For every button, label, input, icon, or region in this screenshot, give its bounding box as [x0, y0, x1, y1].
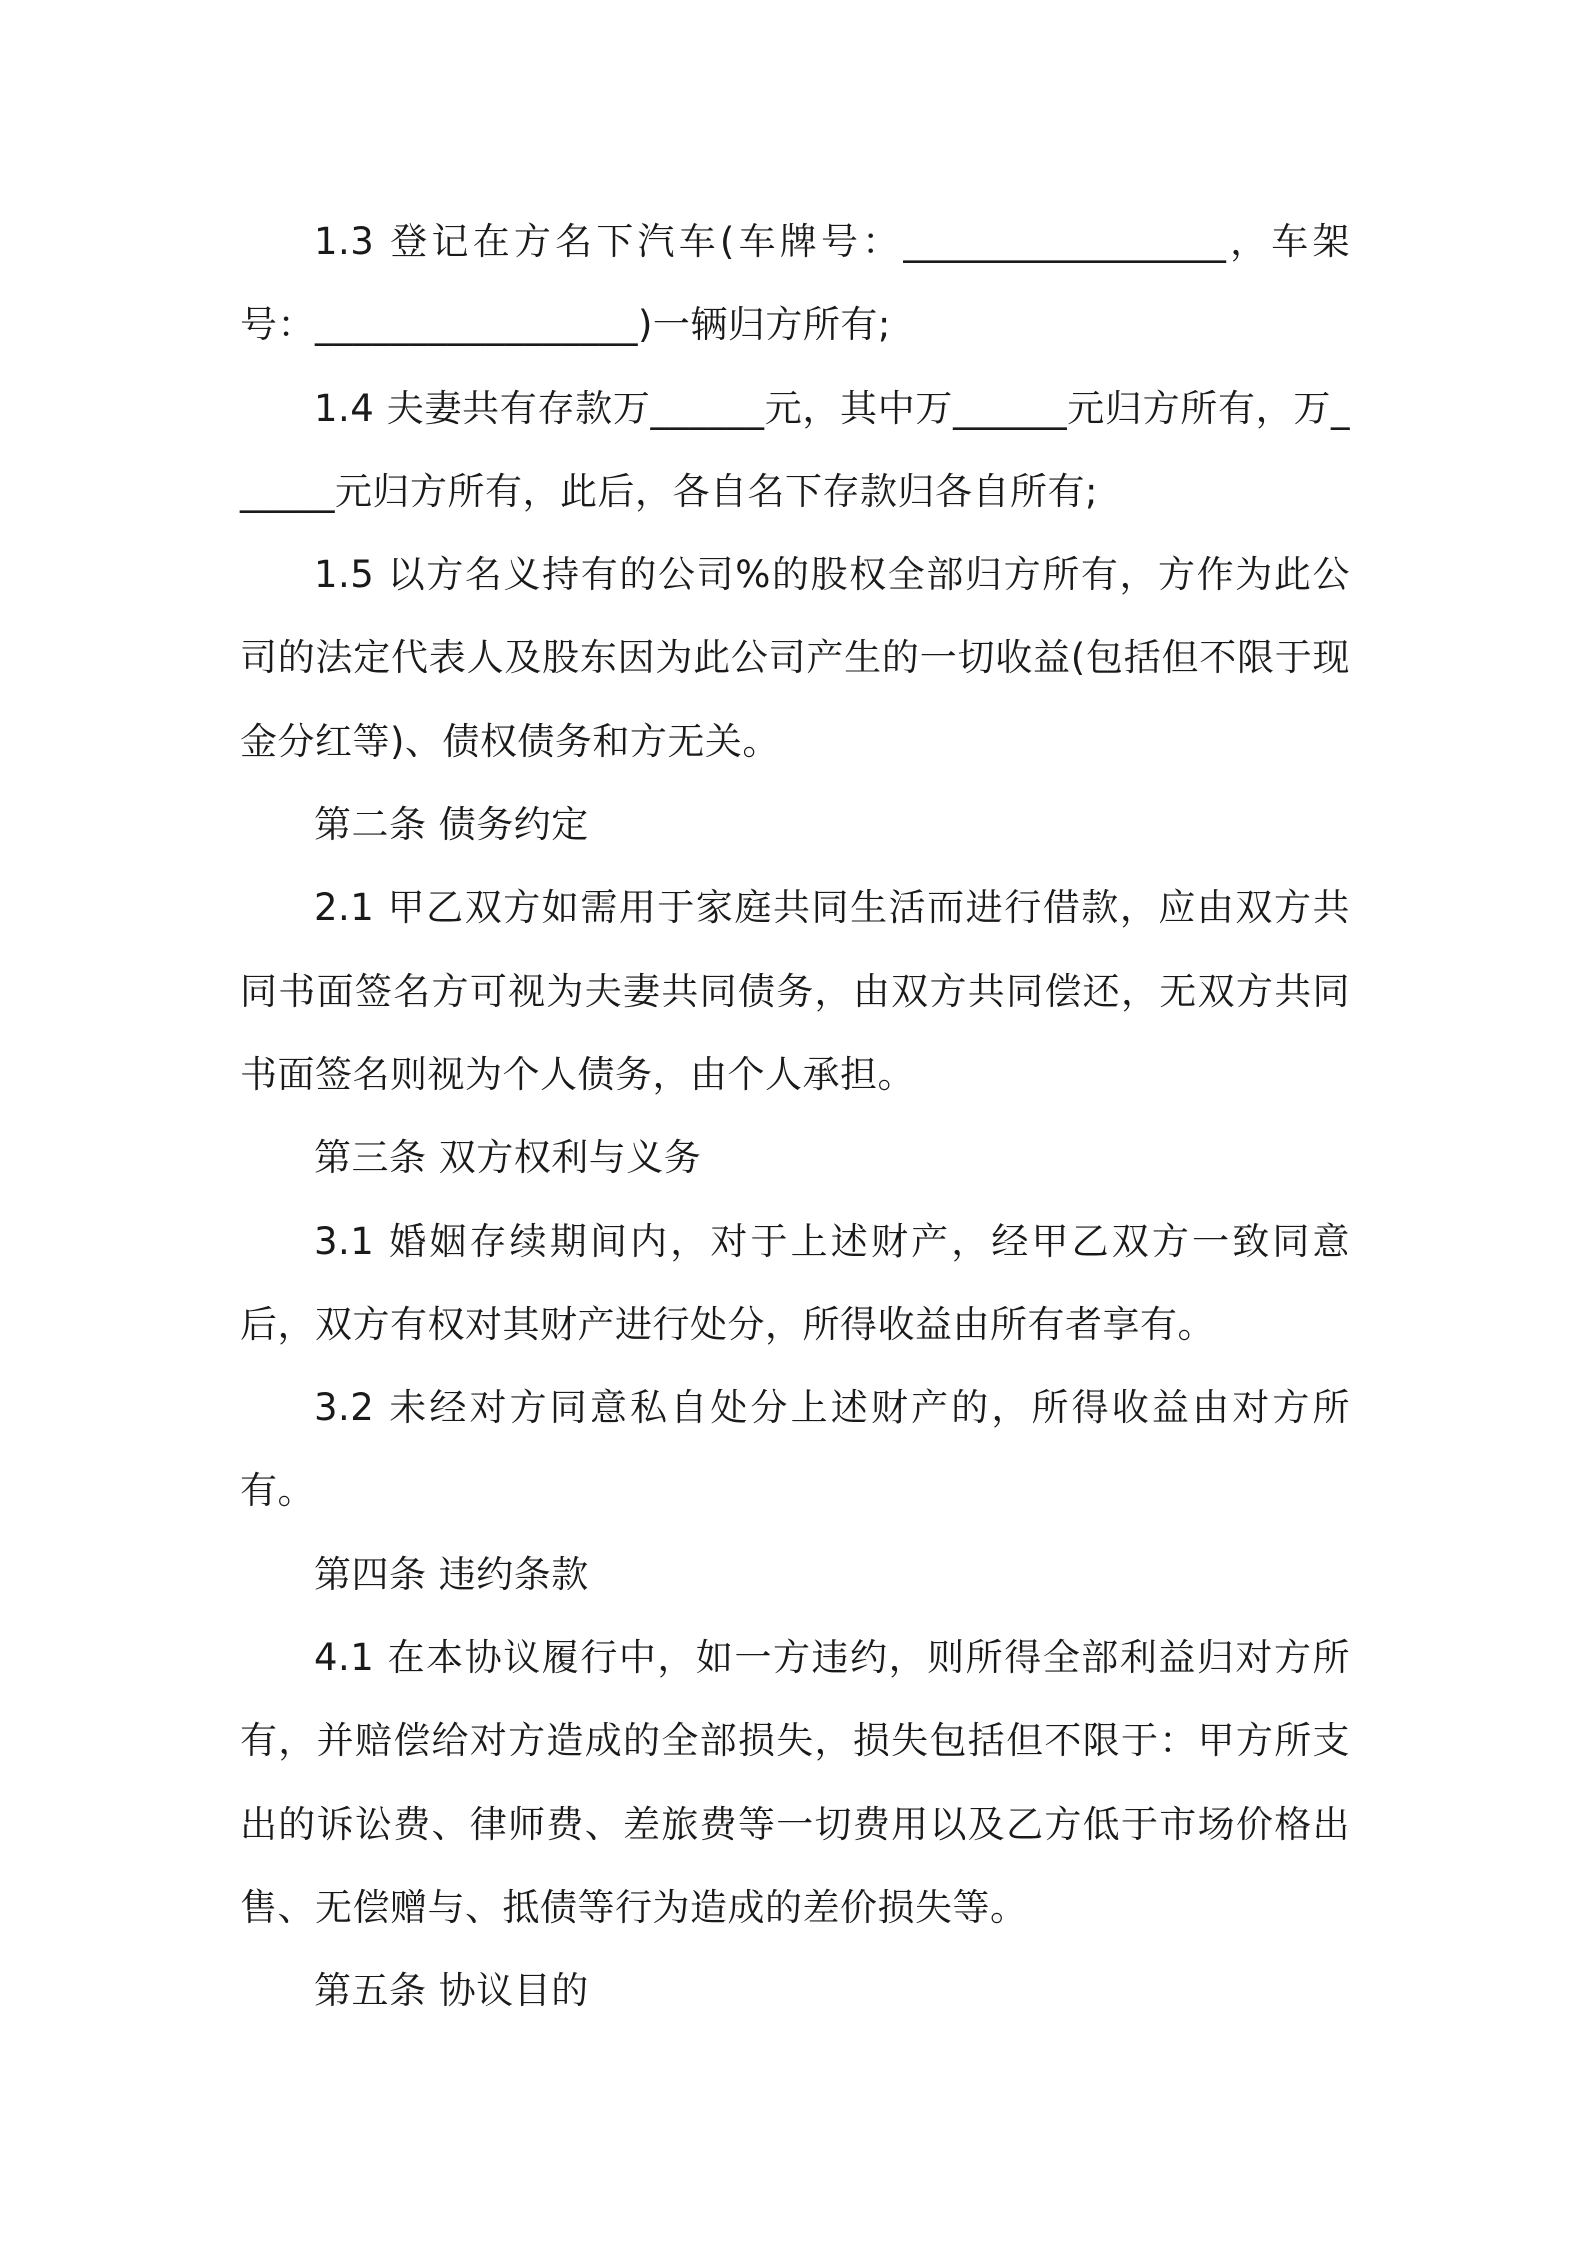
clause-2-1: 2.1 甲乙双方如需用于家庭共同生活而进行借款，应由双方共同书面签名方可视为夫妻共同债务，由双方共同偿还，无双方共同书面签名则视为个人债务，由个人承担。: [240, 886, 1350, 1096]
clause-1-4: 1.4 夫妻共有存款万______元，其中万______元归方所有，万______元归方所有，此后，各自名下存款归各自所有;: [240, 386, 1350, 513]
article-5-heading: 第五条 协议目的: [314, 1969, 589, 2013]
document-body: [240, 200, 1350, 2033]
clause-4-1: 4.1 在本协议履行中，如一方违约，则所得全部利益归对方所有，并赔偿给对方造成的全部损失，损失包括但不限于：甲方所支出的诉讼费、律师费、差旅费等一切费用以及乙方低于市场价格出售、无偿赠与、抵债等行为造成的差价损失等。: [240, 1636, 1350, 1929]
clause-3-2: 3.2 未经对方同意私自处分上述财产的，所得收益由对方所有。: [240, 1386, 1350, 1513]
article-4-heading: 第四条 违约条款: [314, 1552, 589, 1596]
clause-1-5: 1.5 以方名义持有的公司%的股权全部归方所有，方作为此公司的法定代表人及股东因为此公司产生的一切收益(包括但不限于现金分红等)、债权债务和方无关。: [240, 553, 1350, 763]
clause-3-1: 3.1 婚姻存续期间内，对于上述财产，经甲乙双方一致同意后，双方有权对其财产进行处分，所得收益由所有者享有。: [240, 1219, 1350, 1346]
clause-1-3: 1.3 登记在方名下汽车(车牌号：_________________，车架号：_________________)一辆归方所有;: [240, 220, 1350, 347]
article-2-heading: 第二条 债务约定: [314, 803, 589, 847]
article-3-heading: 第三条 双方权利与义务: [314, 1136, 702, 1180]
